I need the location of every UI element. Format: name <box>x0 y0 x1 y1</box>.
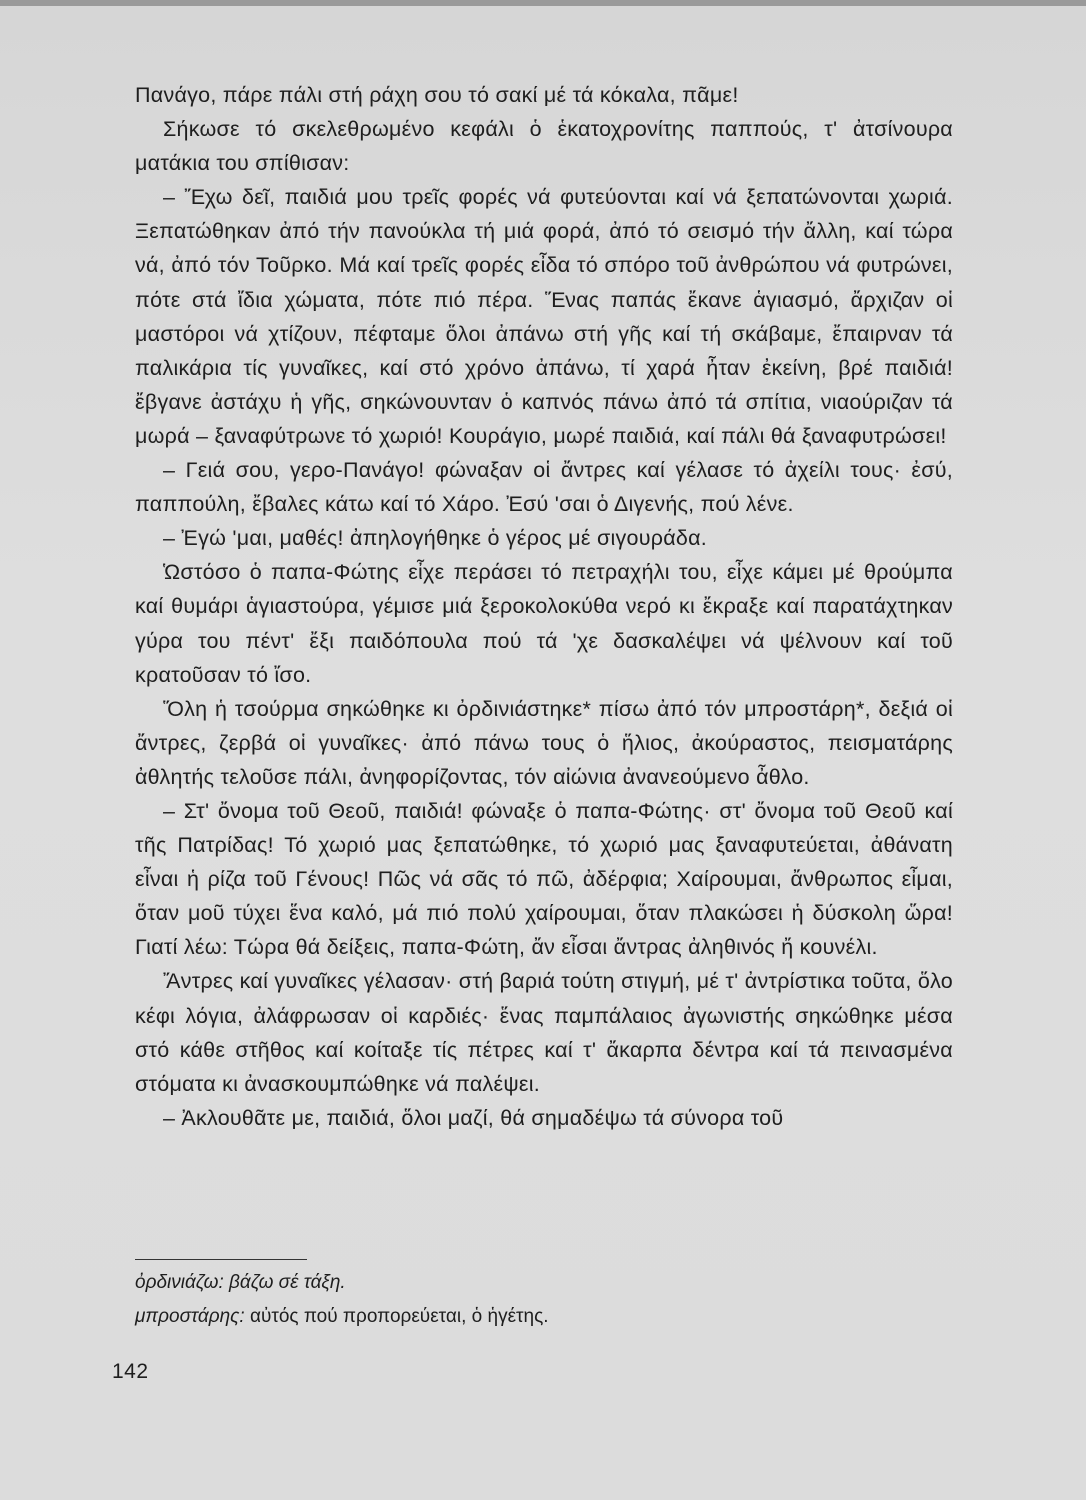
footnote-definition: αὐτός πού προπορεύεται, ὁ ἡγέτης. <box>249 1306 549 1327</box>
main-text <box>135 78 953 1135</box>
paragraph: – Γειά σου, γερο-Πανάγο! φώναξαν οἱ ἄντρες καί γέλασε τό ἀχείλι τους· ἐσύ, παππούλη, ἔβαλες κάτω καί τό Χάρο. Ἐσύ 'σαι ὁ Διγενής, πού λένε. <box>135 458 953 517</box>
paragraph: Ἄντρες καί γυναῖκες γέλασαν· στή βαριά τούτη στιγμή, μέ τ' ἀντρίστικα τοῦτα, ὅλο κέφι λόγια, ἀλάφρωσαν οἱ καρδιές· ἕνας παμπάλαιος ἀγωνιστής σηκώθηκε μέσα στό κάθε στῆθος καί κοίταξε τίς πέτρες καί τ' ἄκαρπα δέντρα καί τά πεινασμένα στόματα κι ἀνασκουμπώθηκε νά παλέψει. <box>135 969 953 1096</box>
footnote-brostaris <box>135 1300 835 1334</box>
paragraph: Ὅλη ἡ τσούρμα σηκώθηκε κι ὀρδινιάστηκε* πίσω ἀπό τόν μπροστάρη*, δεξιά οἱ ἄντρες, ζερβά οἱ γυναῖκες· ἀπό πάνω τους ὁ ἥλιος, ἀκούραστος, πεισματάρης ἀθλητής τελοῦσε πάλι, ἀνηφορίζοντας, τόν αἰώνια ἀνανεούμενο ἆθλο. <box>135 696 953 789</box>
paragraph: Ὡστόσο ὁ παπα-Φώτης εἶχε περάσει τό πετραχήλι του, εἶχε κάμει μέ θρούμπα καί θυμάρι ἁγιαστούρα, γέμισε μιά ξεροκολοκύθα νερό κι ἔκραξε καί παρατάχτηκαν γύρα του πέντ' ἔξι παιδόπουλα πού τά 'χε δασκαλέψει νά ψέλνουν καί τοῦ κρατοῦσαν τό ἴσο. <box>135 560 953 687</box>
footnotes <box>135 1266 835 1334</box>
footnote-divider <box>135 1259 307 1260</box>
paragraph: – Ἔχω δεῖ, παιδιά μου τρεῖς φορές νά φυτεύονται καί νά ξεπατώνονται χωριά. Ξεπατώθηκαν ἀπό τήν πανούκλα τή μιά φορά, ἀπό τό σεισμό τήν ἄλλη, καί τώρα νά, ἀπό τόν Τοῦρκο. Μά καί τρεῖς φορές εἶδα τό σπόρο τοῦ ἀνθρώπου νά φυτρώνει, πότε στά ἴδια χώματα, πότε πιό πέρα. Ἕνας παπάς ἔκανε ἁγιασμό, ἄρχιζαν οἱ μαστόροι νά χτίζουν, πέφταμε ὅλοι ἀπάνω στή γῆς καί τή σκάβαμε, ἔπαιρναν τά παλικάρια τίς γυναῖκες, καί στό χρόνο ἀπάνω, τί χαρά ἦταν ἐκείνη, βρέ παιδιά! ἔβγανε ἀστάχυ ἡ γῆς, σηκώνουνταν ὁ καπνός πάνω ἀπό τά σπίτια, νιαούριζαν τά μωρά – ξαναφύτρωνε τό χωριό! Κουράγιο, μωρέ παιδιά, καί πάλι θά ξαναφυτρώσει! <box>135 185 953 448</box>
paragraph: – Ἀκλουθᾶτε με, παιδιά, ὅλοι μαζί, θά σημαδέψω τά σύνορα τοῦ <box>163 1105 784 1130</box>
paragraph: Πανάγο, πάρε πάλι στή ράχη σου τό σακί μέ τά κόκαλα, πᾶμε! <box>135 83 739 107</box>
footnote-term: μπροστάρης: <box>135 1306 245 1327</box>
page-number: 142 <box>112 1360 149 1383</box>
paragraph: – Ἐγώ 'μαι, μαθές! ἀπηλογήθηκε ὁ γέρος μέ σιγουράδα. <box>163 526 708 551</box>
scan-top-edge <box>0 0 1086 6</box>
footnote-term: ὀρδινιάζω: <box>135 1272 224 1293</box>
paragraph: – Στ' ὄνομα τοῦ Θεοῦ, παιδιά! φώναξε ὁ παπα-Φώτης· στ' ὄνομα τοῦ Θεοῦ καί τῆς Πατρίδας! Τό χωριό μας ξεπατώθηκε, τό χωριό μας ξαναφυτεύεται, ἀθάνατη εἶναι ἡ ρίζα τοῦ Γένους! Πῶς νά σᾶς τό πῶ, ἀδέρφια; Χαίρουμαι, ἄνθρωπος εἶμαι, ὅταν μοῦ τύχει ἕνα καλό, μά πιό πολύ χαίρουμαι, ὅταν πλακώσει ἡ δύσκολη ὥρα! Γιατί λέω: Τώρα θά δείξεις, παπα-Φώτη, ἄν εἶσαι ἄντρας ἀληθινός ἤ κουνέλι. <box>135 798 953 960</box>
paragraph: Σήκωσε τό σκελεθρωμένο κεφάλι ὁ ἑκατοχρονίτης παππούς, τ' ἀτσίνουρα ματάκια του σπίθισαν: <box>135 117 953 176</box>
footnote-ordiniazo <box>135 1266 835 1300</box>
footnote-definition: βάζω σέ τάξη. <box>229 1272 346 1293</box>
